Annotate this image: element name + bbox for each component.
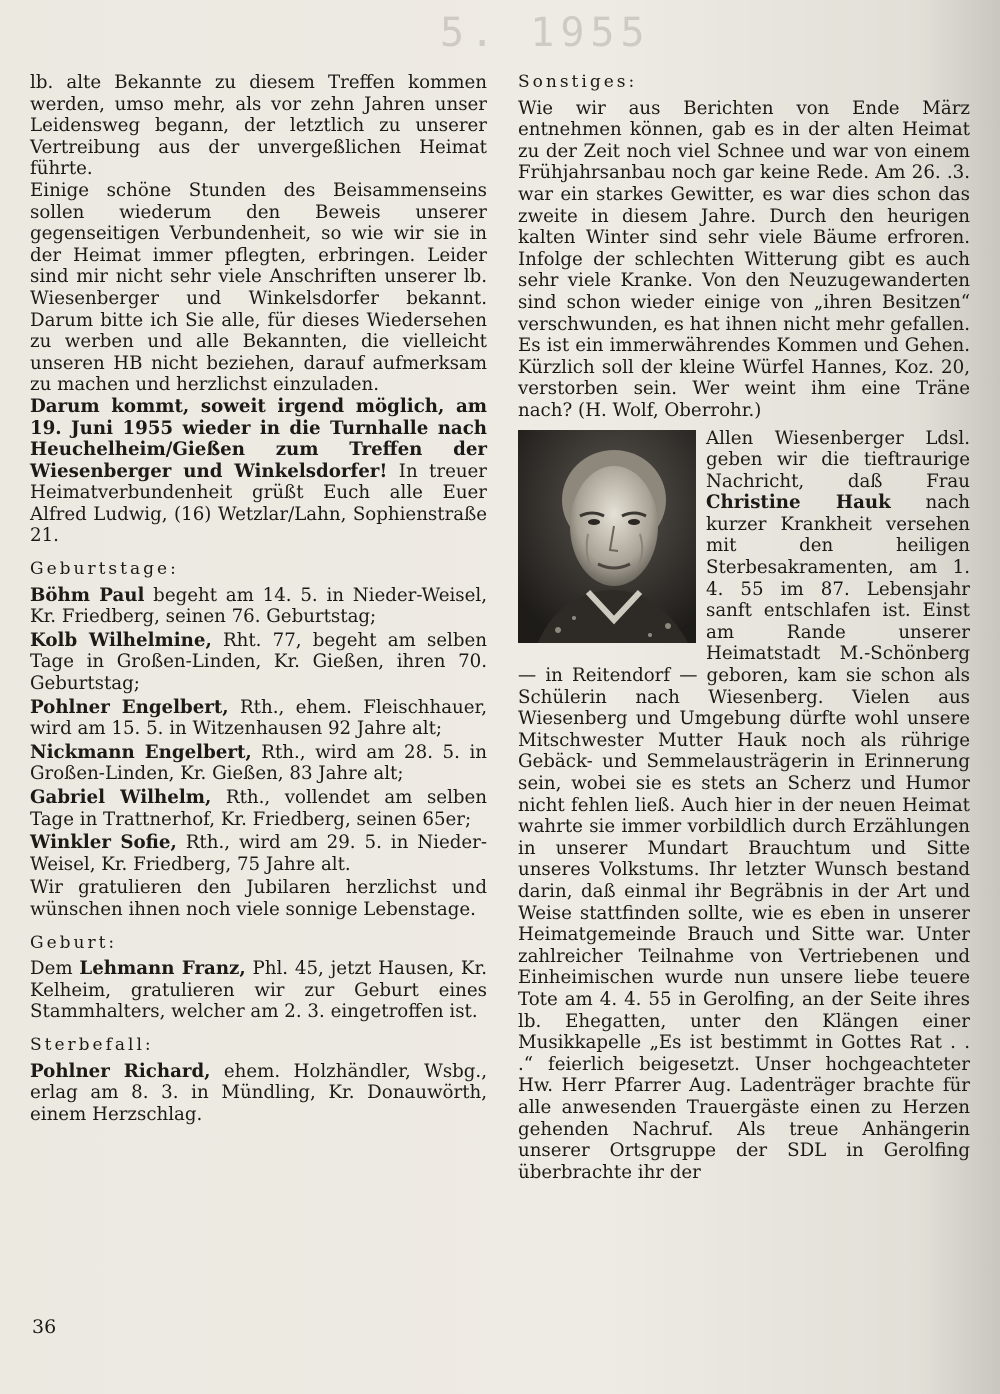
intro-paragraph-2: Einige schöne Stunden des Beisammenseins sollen wiederum den Beweis unserer gegenseitigen Verbundenheit, so wie wir sie in der Heimat immer pflegten, erbringen. Leider sind mir nicht sehr viele Anschriften unserer lb. Wiesenberger und Winkelsdorfer bekannt. Darum bitte ich Sie alle, für dieses Wiedersehen zu werben und alle Bekannten, die vielleicht unseren HB nicht beziehen, darauf aufmerksam zu machen und herzlichst einzuladen. [30,179,487,396]
birthday-text: Rth., wird am 29. 5. in Nieder-Weisel, Kr. Friedberg, 75 Jahre alt. [30,832,487,875]
birthday-entry [30,742,487,785]
birthday-text: Rth., ehem. Fleischhauer, wird am 15. 5. in Witzenhausen 92 Jahre alt; [30,696,487,740]
birth-text: Phl. 45, jetzt Hausen, Kr. Kelheim, gratulieren wir zur Geburt eines Stammhalters, welcher am 2. 3. eingetroffen ist. [30,958,487,1023]
congratulations-paragraph: Wir gratulieren den Jubilaren herzlichst und wünschen ihnen noch viele sonnige Lebenstage. [30,877,487,920]
birthday-text: begeht am 14. 5. in Nieder-Weisel, Kr. Friedberg, seinen 76. Geburtstag; [30,584,487,628]
date-stamp: 5. 1955 [440,10,651,56]
birthday-text: Rth., vollendet am selben Tage in Trattnerhof, Kr. Friedberg, seinen 65er; [30,787,488,830]
birthday-name: Böhm Paul [30,584,145,606]
birthday-entry [30,832,487,875]
birth-name: Lehmann Franz, [79,958,246,980]
birthday-entry [30,585,487,628]
birth-heading: Geburt: [30,932,118,953]
death-paragraph [30,1061,487,1126]
misc-heading: Sonstiges: [518,72,638,92]
birth-paragraph [30,958,487,1023]
birth-prefix: Dem [30,958,80,980]
birthday-name: Nickmann Engelbert, [30,741,252,763]
birthday-name: Gabriel Wilhelm, [30,787,212,808]
announcement-rest: In treuer Heimatverbundenheit grüßt Euch alle Euer Alfred Ludwig, (16) Wetzlar/Lahn, Sophienstraße 21. [30,460,487,547]
right-column [518,72,970,1183]
birthday-entry [30,697,487,740]
birthday-text: Rth., wird am 28. 5. in Großen-Linden, Kr. Gießen, 83 Jahre alt; [30,741,488,785]
death-text: ehem. Holzhändler, Wsbg., erlag am 8. 3. in Mündling, Kr. Donauwörth, einem Herzschlag. [30,1060,487,1125]
obituary-text: nach kurzer Krankheit versehen mit den heiligen Sterbesakramenten, am 1. 4. 55 im 87. Lebensjahr sanft entschlafen ist. Einst am Rande unserer Heimatstadt M.-Schönberg — in Reitendorf — geboren, kam sie schon als Schülerin nach Wiesenberg. Vielen aus Wiesenberg und Umgebung dürfte wohl unsere Mitschwester Mutter Hauk noch als rührige Gebäck- und Semmelausträgerin in Erinnerung sein, wobei sie es stets an Scherz und Humor nicht fehlen ließ. Auch hier in der neuen Heimat wahrte sie immer vorbildlich durch Erzählungen in unserer Mundart Brauchtum und Sitte unseres Volkstums. Ihr letzter Wunsch bestand darin, daß einmal ihr Begräbnis in der Art und Weise stattfinden sollte, wie es eben in unserer Heimatgemeinde Brauch und Sitte war. Unter zahlreicher Teilnahme von Vertriebenen und Einheimischen wurde nun unsere liebe teuere Tote am 4. 4. 55 in Gerolfing, an der Seite ihres lb. Ehegatten, unter den Klängen einer Musikkapelle „Es ist bestimmt in Gottes Rat . . .“ feierlich beigesetzt. Unser hochgeachteter Hw. Herr Pfarrer Aug. Ladenträger brachte für alle anwesenden Trauergäste einen zu Herzen gehenden Nachruf. Als treue Anhängerin unserer Ortsgruppe der SDL in Gerolfing überbrachte ihr der [518,492,970,1183]
obituary-prefix: Allen Wiesenberger Ldsl. geben wir die tieftraurige Nachricht, daß Frau [706,427,970,492]
page-number: 36 [32,1316,57,1338]
birthday-name: Pohlner Engelbert, [30,696,229,718]
announcement-paragraph [30,396,487,547]
birthdays-heading: Geburtstage: [30,559,179,580]
obituary-name: Christine Hauk [706,492,891,514]
obituary-block [518,428,970,1184]
birthday-text: Rht. 77, begeht am selben Tage in Großen-Linden, Kr. Gießen, ihren 70. Geburtstag; [30,629,487,695]
death-name: Pohlner Richard, [30,1060,211,1082]
death-heading: Sterbefall: [30,1034,154,1055]
announcement-bold: Darum kommt, soweit irgend möglich, am 19. Juni 1955 wieder in die Turnhalle nach Heuchelheim/Gießen zum Treffen der Wiesenberger und Winkelsdorfer! [30,395,487,482]
left-column [30,72,487,1125]
portrait-image-icon [518,430,696,643]
portrait-photo [518,430,696,643]
misc-paragraph: Wie wir aus Berichten von Ende März entnehmen können, gab es in der alten Heimat zu der Zeit noch viel Schnee und war von einem Frühjahrsanbau noch gar keine Rede. Am 26. .3. war ein starkes Gewitter, es war dies schon das zweite in diesem Jahre. Durch den heurigen kalten Winter sind sehr viele Bäume erfroren. Infolge der schlechten Witterung gibt es auch sehr viele Kranke. Von den Neuzugewanderten sind schon wieder einige von „ihren Besitzen“ verschwunden, es hat ihnen nicht mehr gefallen. Es ist ein immerwährendes Kommen und Gehen. Kürzlich soll der kleine Würfel Hannes, Koz. 20, verstorben sein. Wer weint ihm eine Träne nach? (H. Wolf, Oberrohr.) [518,97,970,421]
intro-paragraph-1: lb. alte Bekannte zu diesem Treffen kommen werden, umso mehr, als vor zehn Jahren unser Leidensweg begann, der letztlich zu unserer Vertreibung aus der unvergeßlichen Heimat führte. [30,72,487,180]
birthday-name: Kolb Wilhelmine, [30,629,212,651]
birthday-entry [30,787,487,830]
birthday-entry [30,630,487,695]
birthday-name: Winkler Sofie, [30,832,177,854]
